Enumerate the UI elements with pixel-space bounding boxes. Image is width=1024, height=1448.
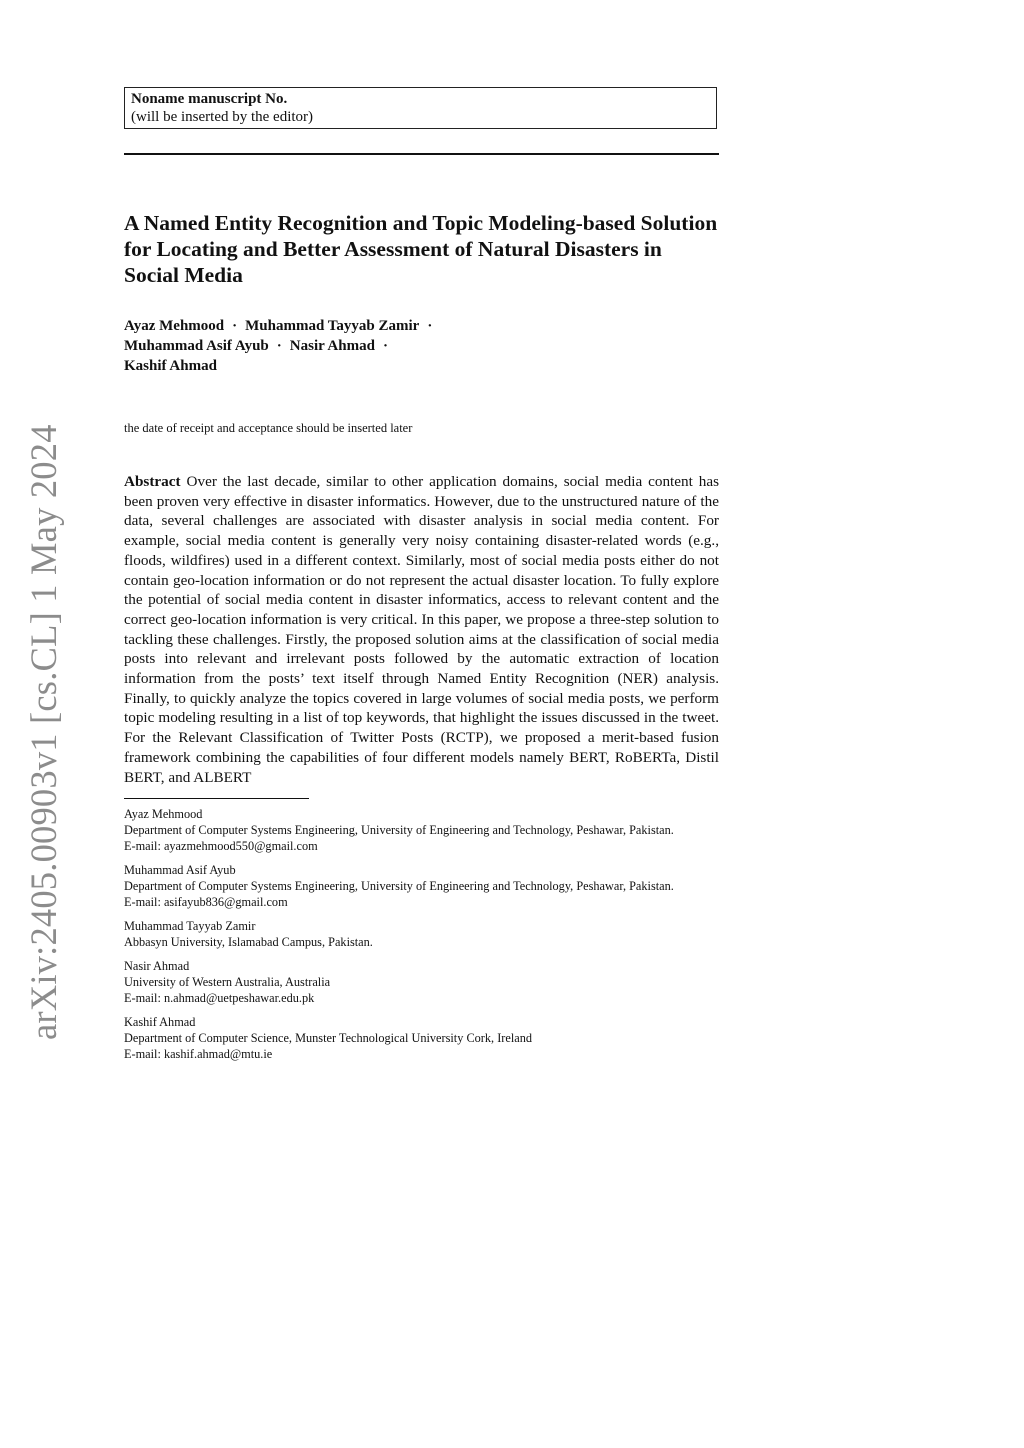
affiliation-dept: Department of Computer Systems Engineering, University of Engineering and Technology, Peshawar, Pakistan. [124, 823, 674, 837]
manuscript-note: (will be inserted by the editor) [131, 109, 314, 125]
author-name: Muhammad Tayyab Zamir [245, 318, 420, 334]
arxiv-stamp: arXiv:2405.00903v1 [cs.CL] 1 May 2024 [23, 424, 64, 1040]
affiliation-name: Ayaz Mehmood [124, 807, 203, 821]
author-separator: · [427, 318, 433, 334]
affiliation-email: E-mail: kashif.ahmad@mtu.ie [124, 1047, 273, 1061]
affiliation-block [124, 862, 719, 910]
abstract-label: Abstract [124, 473, 181, 490]
manuscript-label: Noname manuscript No. [131, 91, 288, 107]
affiliation-dept: Department of Computer Science, Munster Technological University Cork, Ireland [124, 1031, 533, 1045]
author-separator: · [382, 338, 388, 354]
affiliation-email: E-mail: ayazmehmood550@gmail.com [124, 839, 318, 853]
author-name: Ayaz Mehmood [124, 318, 225, 334]
author-line [124, 316, 719, 336]
affiliation-block [124, 1014, 719, 1062]
affiliation-name: Muhammad Tayyab Zamir [124, 919, 256, 933]
author-name: Kashif Ahmad [124, 358, 217, 374]
author-separator: · [276, 338, 282, 354]
author-separator: · [232, 318, 238, 334]
affiliation-block [124, 958, 719, 1006]
affiliation-block [124, 806, 719, 854]
author-name: Nasir Ahmad [289, 338, 375, 354]
author-name: Muhammad Asif Ayub [124, 338, 269, 354]
affiliation-dept: Abbasyn University, Islamabad Campus, Pakistan. [124, 935, 373, 949]
header-rule [124, 153, 719, 155]
paper-title: A Named Entity Recognition and Topic Modeling-based Solution for Locating and Better Assessment of Natural Disasters in Social Media [124, 211, 718, 287]
affiliation-dept: Department of Computer Systems Engineering, University of Engineering and Technology, Peshawar, Pakistan. [124, 879, 674, 893]
dates-note: the date of receipt and acceptance should be inserted later [124, 421, 413, 435]
author-line [124, 336, 719, 356]
affiliations [124, 806, 719, 1070]
affiliation-block [124, 918, 719, 950]
abstract-text: Over the last decade, similar to other application domains, social media content has been proven very effective in disaster informatics. However, due to the unstructured nature of the data, several challenges are associated with disaster analysis in social media content. For example, social media content is generally very noisy containing disaster-related words (e.g., floods, wildfires) used in a different context. Similarly, most of social media posts either do not contain geo-location information or do not represent the actual disaster location. To fully explore the potential of social media content in disaster informatics, access to relevant content and the correct geo-location information is very critical. In this paper, we propose a three-step solution to tackling these challenges. Firstly, the proposed solution aims at the classification of social media posts into relevant and irrelevant posts followed by the automatic extraction of location information from the posts’ text itself through Named Entity Recognition (NER) analysis. Finally, to quickly analyze the topics covered in large volumes of social media posts, we perform topic modeling resulting in a list of top keywords, that highlight the issues discussed in the tweet. For the Relevant Classification of Twitter Posts (RCTP), we proposed a merit-based fusion framework combining the capabilities of four different models namely BERT, RoBERTa, Distil BERT, and ALBERT [124, 473, 719, 786]
author-list [124, 316, 719, 376]
abstract [124, 472, 719, 787]
affiliation-email: E-mail: n.ahmad@uetpeshawar.edu.pk [124, 991, 315, 1005]
footnote-rule [124, 798, 309, 799]
affiliation-name: Kashif Ahmad [124, 1015, 196, 1029]
affiliation-email: E-mail: asifayub836@gmail.com [124, 895, 288, 909]
affiliation-name: Muhammad Asif Ayub [124, 863, 236, 877]
affiliation-dept: University of Western Australia, Australia [124, 975, 331, 989]
affiliation-name: Nasir Ahmad [124, 959, 190, 973]
manuscript-box [124, 87, 717, 129]
author-line [124, 356, 719, 376]
